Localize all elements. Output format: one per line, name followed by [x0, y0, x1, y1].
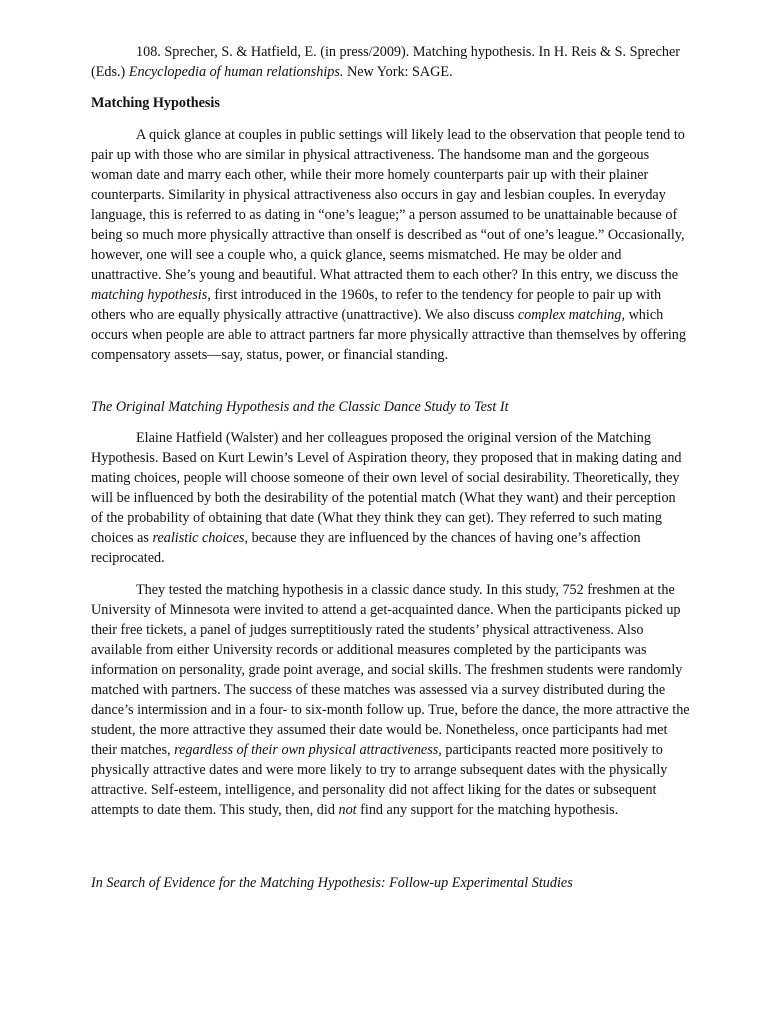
paragraph-text: , first introduced in the 1960s, to refer to the tendency for people to pair up with others who are equally physically attractive (unattractive). We also discuss [91, 287, 662, 323]
emphasis-regardless: regardless of their own physical attractiveness, [174, 742, 442, 758]
citation-publisher: New York: SAGE. [343, 64, 453, 80]
paragraph-original-hypothesis [91, 428, 691, 568]
paragraph-text: , because they are influenced by the chances of having one’s affection reciprocated. [91, 530, 641, 566]
paragraph-dance-study [91, 580, 691, 820]
emphasis-not: not [338, 802, 357, 818]
section-heading-follow-up-studies: In Search of Evidence for the Matching Hypothesis: Follow-up Experimental Studies [91, 875, 573, 891]
citation [91, 42, 691, 82]
paragraph-text: They tested the matching hypothesis in a classic dance study. In this study, 752 freshmen at the University of Minnesota were invited to attend a get-acquainted dance. When the participants picked up their free tickets, a panel of judges surreptitiously rated the students’ physical attractiveness. Also available from either University records or additional measures completed by the participants was information on personality, grade point average, and social skills. The freshmen students were randomly matched with partners. The success of these matches was assessed via a survey distributed during the dance’s intermission and in a four- to six-month follow up. True, before the dance, the more attractive the student, the more attractive they assumed their date would be. Nonetheless, once participants had met their matches, [91, 582, 690, 758]
citation-authors: 108. Sprecher, S. & Hatfield, E. (in press/2009). Matching hypothesis. In H. Reis & S. Sprecher (Eds.) [91, 44, 680, 80]
term-matching-hypothesis: matching hypothesis [91, 287, 208, 303]
section-heading-original-hypothesis: The Original Matching Hypothesis and the Classic Dance Study to Test It [91, 399, 509, 415]
paragraph-intro [91, 125, 691, 365]
term-complex-matching: complex matching [517, 307, 622, 323]
citation-book-title: Encyclopedia of human relationships. [128, 64, 344, 80]
paragraph-text: participants reacted more positively to physically attractive dates and were more likely to try to arrange subsequent dates with the physically attractive. Self-esteem, intelligence, and personality did not affect liking for the dates or subsequent attempts to date them. This study, then, did [91, 742, 668, 818]
article-title: Matching Hypothesis [91, 95, 220, 111]
paragraph-text: A quick glance at couples in public settings will likely lead to the observation that people tend to pair up with those who are similar in physical attractiveness. The handsome man and the gorgeous woman date and marry each other, while their more homely counterparts pair up with their plainer counterparts. Similarity in physical attractiveness also occurs in gay and lesbian couples. In everyday language, this is referred to as dating in “one’s league;” a person assumed to be unattainable because of being so much more physically attractive than onself is described as “out of one’s league.” Occasionally, however, one will see a couple who, a quick glance, seems mismatched. He may be older and unattractive. She’s young and beautiful. What attracted them to each other? In this entry, we discuss the [91, 127, 685, 283]
paragraph-text: Elaine Hatfield (Walster) and her colleagues proposed the original version of the Matching Hypothesis. Based on Kurt Lewin’s Level of Aspiration theory, they proposed that in making dating and mating choices, people will choose someone of their own level of social desirability. Theoretically, they will be influenced by both the desirability of the potential match (What they want) and their perception of the probability of obtaining that date (What they think they can get). They referred to such mating choices as [91, 430, 682, 546]
paragraph-text: , which occurs when people are able to attract partners far more physically attractive than themselves by offering compensatory assets—say, status, power, or financial standing. [91, 307, 686, 363]
term-realistic-choices: realistic choices [152, 530, 245, 546]
paragraph-text: find any support for the matching hypothesis. [356, 802, 619, 818]
